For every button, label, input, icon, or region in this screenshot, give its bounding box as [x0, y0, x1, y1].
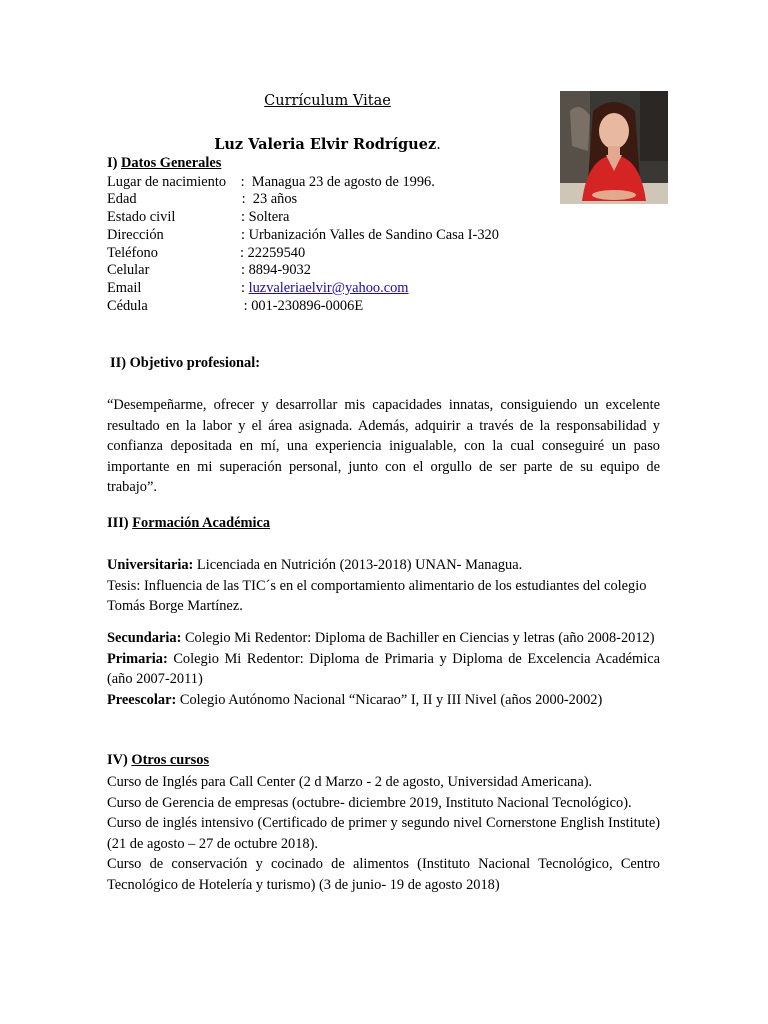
section-objective-heading: II) Objetivo profesional:: [110, 355, 261, 371]
value-address: : Urbanización Valles de Sandino Casa I-320: [241, 227, 499, 243]
secondary-line: [107, 628, 660, 649]
section-courses-heading: [107, 752, 209, 769]
education-university: [107, 555, 660, 617]
university-text: Licenciada en Nutrición (2013-2018) UNAN- Managua.: [193, 557, 523, 573]
value-civil-status: : Soltera: [241, 209, 290, 225]
value-birthplace: : Managua 23 de agosto de 1996.: [237, 174, 435, 190]
course-item: Curso de Inglés para Call Center (2 d Marzo - 2 de agosto, Universidad Americana).: [107, 774, 593, 790]
section-title: Formación Académica: [132, 515, 271, 531]
label-address: Dirección: [107, 227, 164, 243]
university-line: [107, 555, 660, 576]
thesis-line: Tesis: Influencia de las TIC´s en el comportamiento alimentario de los estudiantes del colegio Tomás Borge Martínez.: [107, 577, 647, 614]
section-general-heading: [107, 155, 221, 172]
primary-label: Primaria:: [107, 650, 168, 667]
label-phone: Teléfono: [107, 245, 158, 261]
preschool-text: Colegio Autónomo Nacional “Nicarao” I, II y III Nivel (años 2000-2002): [176, 691, 603, 708]
value-mobile: : 8894-9032: [241, 262, 311, 278]
preschool-line: [107, 690, 660, 711]
course-item: Curso de inglés intensivo (Certificado de primer y segundo nivel Cornerstone English Institute) (21 de agosto – 27 de octubre 2018).: [107, 815, 660, 852]
value-id: : 001-230896-0006E: [240, 298, 364, 314]
label-civil-status: Estado civil: [107, 209, 176, 225]
label-age: Edad: [107, 191, 137, 207]
section-number: IV): [107, 752, 132, 768]
candidate-name-dot: .: [436, 137, 441, 153]
candidate-name-text: Luz Valeria Elvir Rodríguez: [214, 136, 437, 153]
label-mobile: Celular: [107, 262, 150, 278]
course-item: Curso de conservación y cocinado de alimentos (Instituto Nacional Tecnológico, Centro Tecnológico de Hotelería y turismo) (3 de junio- 19 de agosto 2018): [107, 856, 660, 893]
courses-list: [107, 772, 660, 895]
value-email: [241, 280, 409, 297]
email-link[interactable]: luzvaleriaelvir@yahoo.com: [248, 280, 409, 296]
profile-photo: [560, 91, 668, 204]
label-birthplace: Lugar de nacimiento: [107, 174, 227, 190]
secondary-label: Secundaria:: [107, 630, 182, 646]
section-title: Otros cursos: [131, 752, 210, 768]
course-item: Curso de Gerencia de empresas (octubre- diciembre 2019, Instituto Nacional Tecnológico).: [107, 794, 632, 811]
objective-text: “Desempeñarme, ofrecer y desarrollar mis capacidades innatas, consiguiendo un excelente resultado en la labor y el área asignada. Además, adquirir a través de la responsabilidad y confianza depositada en mí, una experiencia inigualable, con la cual conseguiré un paso importante en mi superación personal, junto con el orgullo de ser parte de su equipo de trabajo”.: [107, 397, 660, 495]
value-age: : 23 años: [238, 191, 298, 207]
primary-line: [107, 649, 660, 690]
section-number: I): [107, 155, 121, 171]
section-number: III): [107, 515, 133, 531]
section-title: Datos Generales: [121, 155, 222, 171]
section-education-heading: [107, 515, 270, 532]
secondary-text: Colegio Mi Redentor: Diploma de Bachiller en Ciencias y letras (año 2008-2012): [181, 630, 655, 646]
university-label: Universitaria:: [107, 557, 194, 573]
primary-text: Colegio Mi Redentor: Diploma de Primaria y Diploma de Excelencia Académica (año 2007-2011): [107, 650, 660, 687]
label-email: Email: [107, 280, 142, 296]
label-id: Cédula: [107, 298, 148, 314]
preschool-label: Preescolar:: [107, 691, 177, 708]
candidate-name: [0, 136, 655, 153]
profile-photo-image: [560, 91, 668, 204]
document-title: Currículum Vitae: [264, 93, 391, 109]
value-phone: : 22259540: [240, 245, 306, 261]
education-schools: [107, 628, 660, 710]
value-email-prefix: :: [241, 280, 249, 296]
